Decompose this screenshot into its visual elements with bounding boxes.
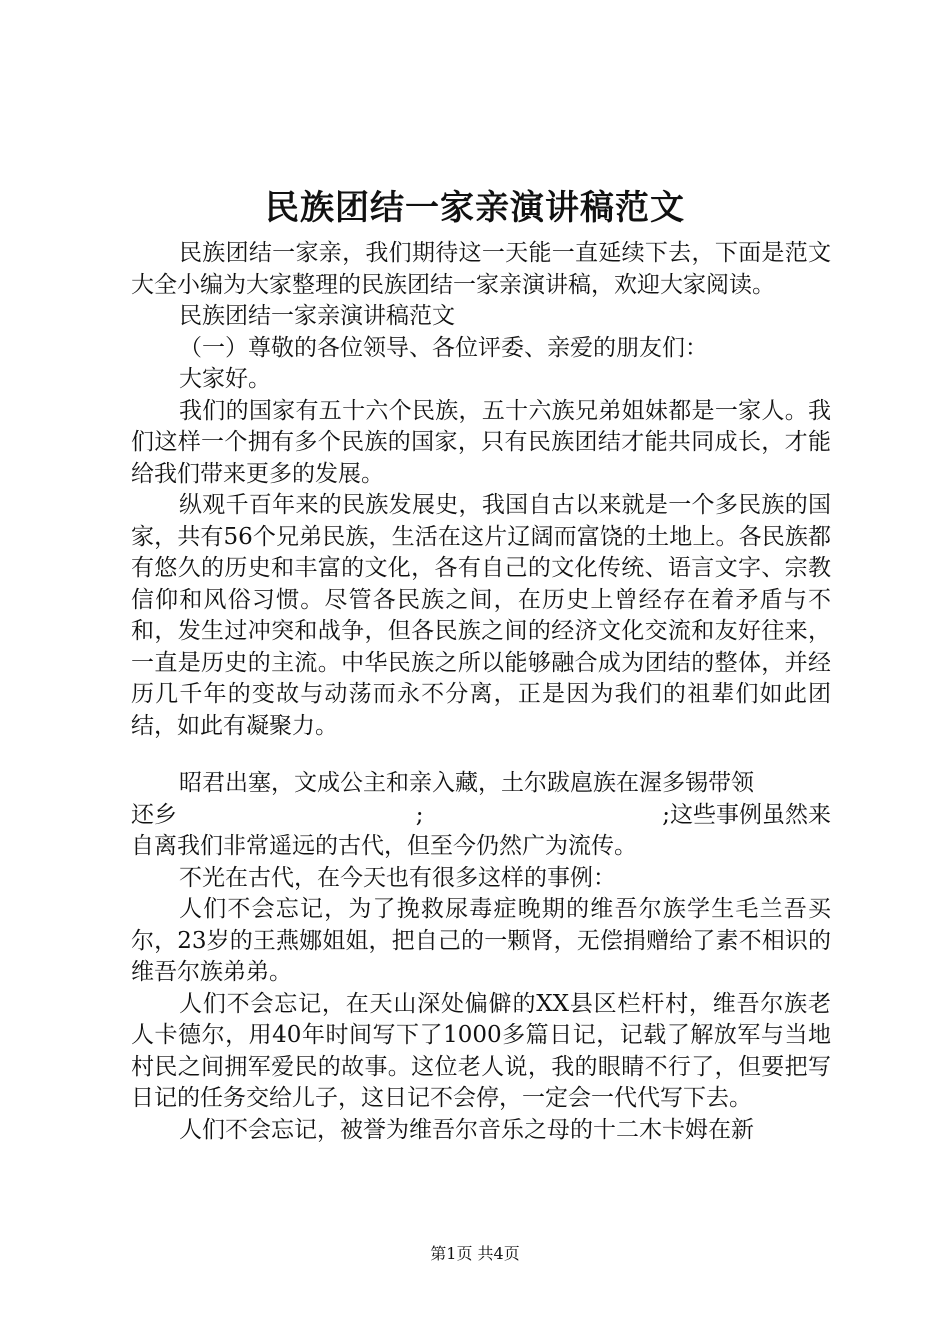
- body-paragraph: 人们不会忘记，在天山深处偏僻的XX县区栏杆村，维吾尔族老人卡德尔，用40年时间写下了1000多篇日记，记载了解放军与当地村民之间拥军爱民的故事。这位老人说，我的眼睛不行了，但要把写日记的任务交给儿子，这日记不会停，一定会一代代写下去。: [131, 990, 831, 1111]
- body-paragraph: 我们的国家有五十六个民族，五十六族兄弟姐妹都是一家人。我们这样一个拥有多个民族的国家，只有民族团结才能共同成长，才能给我们带来更多的发展。: [131, 397, 831, 487]
- body-paragraph: 纵观千百年来的民族发展史，我国自古以来就是一个多民族的国家，共有56个兄弟民族，生活在这片辽阔而富饶的土地上。各民族都有悠久的历史和丰富的文化，各有自己的文化传统、语言文字、宗教信仰和风俗习惯。尽管各民族之间，在历史上曾经存在着矛盾与不和，发生过冲突和战争，但各民族之间的经济文化交流和友好往来，一直是历史的主流。中华民族之所以能够融合成为团结的整体，并经历几千年的变故与动荡而永不分离，正是因为我们的祖辈们如此团结，如此有凝聚力。: [131, 492, 831, 739]
- body-paragraph: 昭君出塞，文成公主和亲入藏，土尔跋扈族在渥多锡带领: [179, 770, 754, 796]
- split-line-right: ;这些事例虽然来: [662, 801, 831, 828]
- split-text-line: [131, 800, 831, 832]
- document-body: [131, 238, 831, 1146]
- page-number: 第1页 共4页: [430, 1244, 520, 1263]
- body-paragraph: 人们不会忘记，被誉为维吾尔音乐之母的十二木卡姆在新: [179, 1116, 754, 1143]
- split-line-left: 还乡: [131, 801, 177, 828]
- body-paragraph: 人们不会忘记，为了挽救尿毒症晚期的维吾尔族学生毛兰吾买尔，23岁的王燕娜姐姐，把自己的一颗肾，无偿捐赠给了素不相识的维吾尔族弟弟。: [131, 896, 831, 985]
- greeting-paragraph: 大家好。: [179, 366, 271, 392]
- subtitle-paragraph: 民族团结一家亲演讲稿范文: [179, 303, 455, 329]
- body-paragraph: 不光在古代，在今天也有很多这样的事例：: [179, 864, 616, 891]
- intro-paragraph: 民族团结一家亲，我们期待这一天能一直延续下去，下面是范文大全小编为大家整理的民族团结一家亲演讲稿，欢迎大家阅读。: [131, 240, 831, 298]
- split-line-middle: ;: [415, 801, 424, 828]
- document-title: 民族团结一家亲演讲稿范文: [265, 188, 685, 228]
- salutation-paragraph: （一）尊敬的各位领导、各位评委、亲爱的朋友们：: [179, 334, 708, 361]
- continuation-paragraph: 自离我们非常遥远的古代，但至今仍然广为流传。: [131, 833, 637, 859]
